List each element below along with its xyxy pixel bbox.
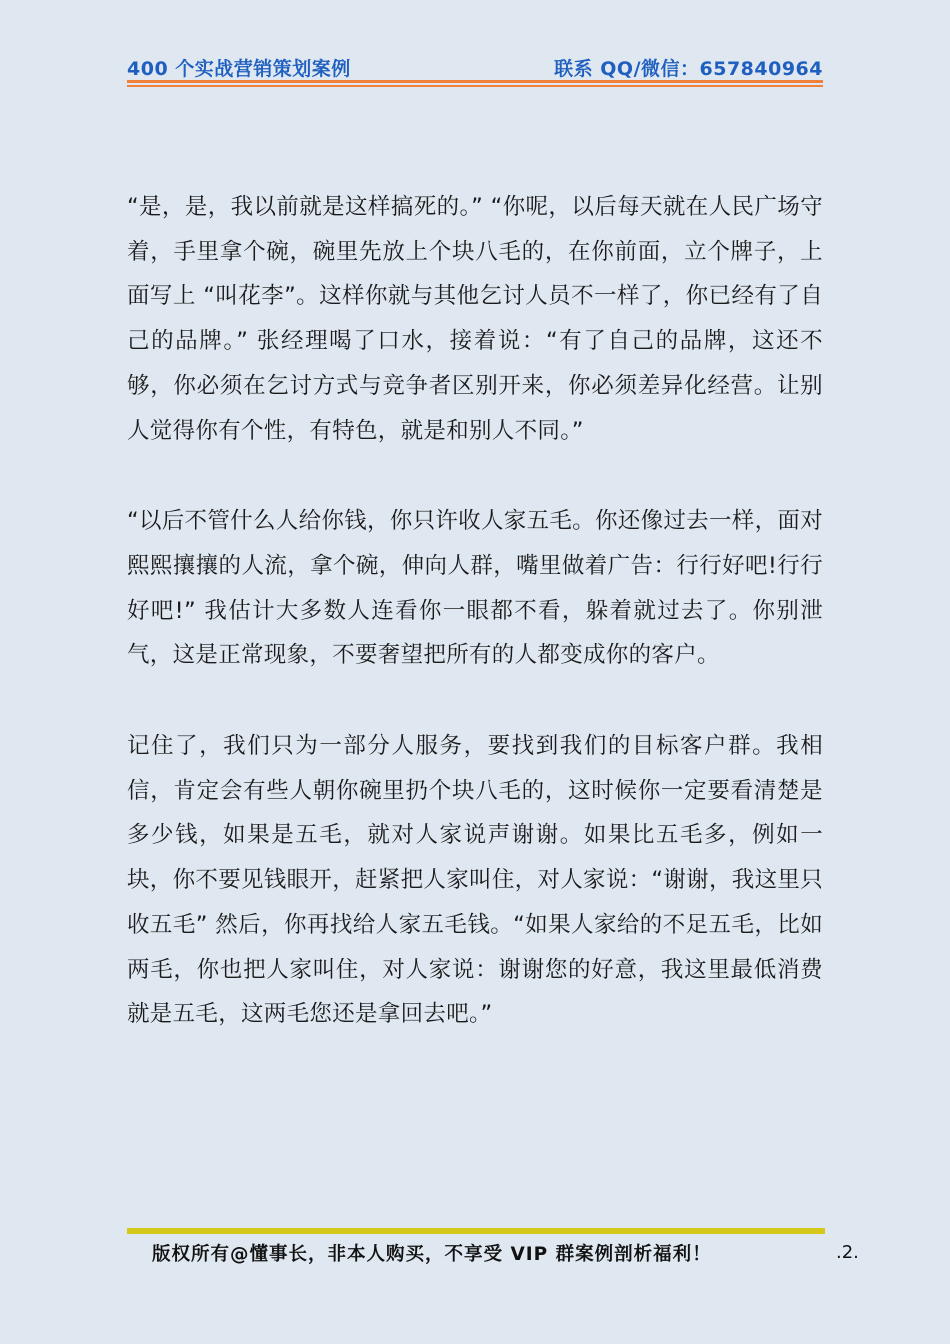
header-divider-bottom <box>127 85 823 87</box>
header-divider-top <box>127 80 823 83</box>
document-body <box>127 185 823 1083</box>
page-number: .2. <box>836 1242 859 1263</box>
paragraph-2: “以后不管什么人给你钱，你只许收人家五毛。你还像过去一样，面对熙熙攘攘的人流，拿个碗，伸向人群，嘴里做着广告：行行好吧!行行好吧!” 我估计大多数人连看你一眼都不看，躲着就过去了。你别泄气，这是正常现象，不要奢望把所有的人都变成你的客户。 <box>127 508 823 669</box>
footer-copyright: 版权所有@懂事长，非本人购买，不享受 VIP 群案例剖析福利！ <box>152 1244 712 1265</box>
page-header <box>127 52 823 88</box>
paragraph-3: 记住了，我们只为一部分人服务，要找到我们的目标客户群。我相信，肯定会有些人朝你碗里扔个块八毛的，这时候你一定要看清楚是多少钱，如果是五毛，就对人家说声谢谢。如果比五毛多，例如一块，你不要见钱眼开，赶紧把人家叫住，对人家说：“谢谢，我这里只收五毛” 然后，你再找给人家五毛钱。“如果人家给的不足五毛，比如两毛，你也把人家叫住，对人家说：谢谢您的好意，我这里最低消费就是五毛，这两毛您还是拿回去吧。” <box>127 733 823 1028</box>
paragraph-1: “是，是，我以前就是这样搞死的。” “你呢，以后每天就在人民广场守着，手里拿个碗，碗里先放上个块八毛的，在你前面，立个牌子，上面写上 “叫花李”。这样你就与其他乞讨人员不一样了，你已经有了自己的品牌。” 张经理喝了口水，接着说：“有了自己的品牌，这还不够，你必须在乞讨方式与竞争者区别开来，你必须差异化经营。让别人觉得你有个性，有特色，就是和别人不同。” <box>127 194 823 444</box>
header-contact: 联系 QQ/微信：657840964 <box>554 58 823 80</box>
header-title: 400 个实战营销策划案例 <box>127 58 351 80</box>
footer-divider <box>127 1228 825 1234</box>
